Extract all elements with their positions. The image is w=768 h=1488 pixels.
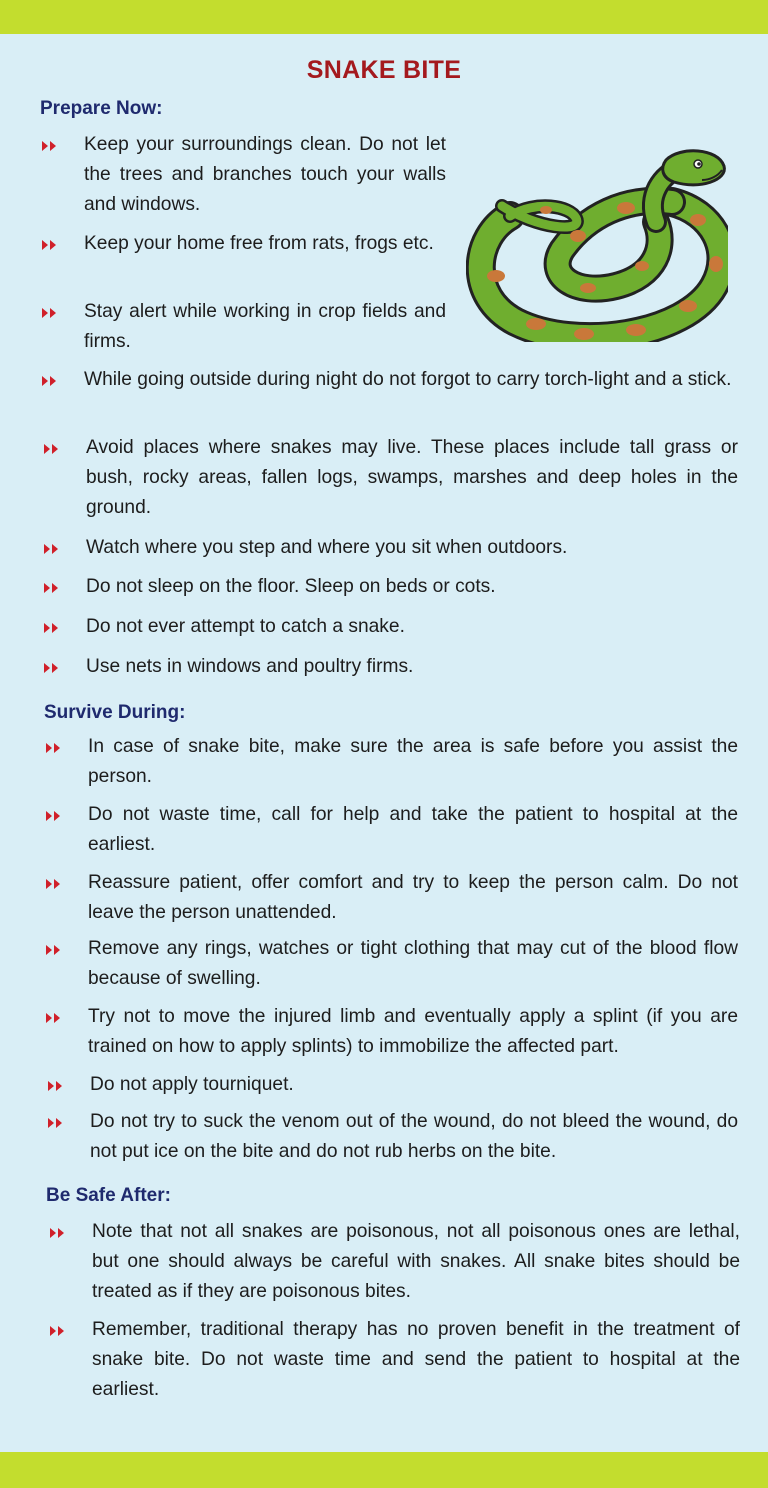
list-item: Reassure patient, offer comfort and try to keep the person calm. Do not leave the person unattended. xyxy=(44,868,738,928)
list-item: Remember, traditional therapy has no proven benefit in the treatment of snake bite. Do not waste time and send the patient to hospital at the earliest. xyxy=(48,1315,740,1405)
list-item: Do not sleep on the floor. Sleep on beds or cots. xyxy=(42,572,738,602)
double-arrow-bullet-icon xyxy=(40,374,60,388)
double-arrow-bullet-icon xyxy=(42,542,62,556)
list-item: Do not apply tourniquet. xyxy=(46,1070,738,1100)
double-arrow-bullet-icon xyxy=(42,581,62,595)
double-arrow-bullet-icon xyxy=(46,1116,66,1130)
list-item: Use nets in windows and poultry firms. xyxy=(42,652,738,682)
list-item: Do not ever attempt to catch a snake. xyxy=(42,612,738,642)
snake-illustration xyxy=(466,146,728,342)
list-item: In case of snake bite, make sure the area is safe before you assist the person. xyxy=(44,732,738,792)
double-arrow-bullet-icon xyxy=(44,809,64,823)
double-arrow-bullet-icon xyxy=(48,1226,68,1240)
leaflet-page xyxy=(0,34,768,1452)
double-arrow-bullet-icon xyxy=(48,1324,68,1338)
double-arrow-bullet-icon xyxy=(40,306,60,320)
double-arrow-bullet-icon xyxy=(44,877,64,891)
list-item: Stay alert while working in crop fields and firms. xyxy=(40,297,446,357)
list-item: Keep your home free from rats, frogs etc. xyxy=(40,229,446,259)
list-item: While going outside during night do not forgot to carry torch-light and a stick. xyxy=(40,365,738,395)
double-arrow-bullet-icon xyxy=(42,442,62,456)
list-item: Try not to move the injured limb and eventually apply a splint (if you are trained on how to apply splints) to immobilize the affected part. xyxy=(44,1002,738,1062)
page-title: SNAKE BITE xyxy=(306,56,462,84)
list-item: Keep your surroundings clean. Do not let the trees and branches touch your walls and windows. xyxy=(40,130,446,220)
list-item: Watch where you step and where you sit when outdoors. xyxy=(42,533,738,563)
double-arrow-bullet-icon xyxy=(46,1079,66,1093)
double-arrow-bullet-icon xyxy=(44,943,64,957)
double-arrow-bullet-icon xyxy=(42,621,62,635)
top-border-band xyxy=(0,0,768,34)
list-item: Remove any rings, watches or tight clothing that may cut of the blood flow because of swelling. xyxy=(44,934,738,994)
double-arrow-bullet-icon xyxy=(40,139,60,153)
section-heading-survive-during: Survive During: xyxy=(44,702,186,723)
double-arrow-bullet-icon xyxy=(44,741,64,755)
section-heading-prepare-now: Prepare Now: xyxy=(40,98,163,119)
list-item: Do not try to suck the venom out of the wound, do not bleed the wound, do not put ice on the bite and do not rub herbs on the bite. xyxy=(46,1107,738,1167)
double-arrow-bullet-icon xyxy=(40,238,60,252)
list-item: Do not waste time, call for help and take the patient to hospital at the earliest. xyxy=(44,800,738,860)
double-arrow-bullet-icon xyxy=(42,661,62,675)
double-arrow-bullet-icon xyxy=(44,1011,64,1025)
list-item: Avoid places where snakes may live. These places include tall grass or bush, rocky areas, fallen logs, swamps, marshes and deep holes in the ground. xyxy=(42,433,738,523)
section-heading-be-safe-after: Be Safe After: xyxy=(46,1185,171,1206)
bottom-border-band xyxy=(0,1452,768,1488)
list-item: Note that not all snakes are poisonous, not all poisonous ones are lethal, but one should always be careful with snakes. All snake bites should be treated as if they are poisonous bites. xyxy=(48,1217,740,1307)
